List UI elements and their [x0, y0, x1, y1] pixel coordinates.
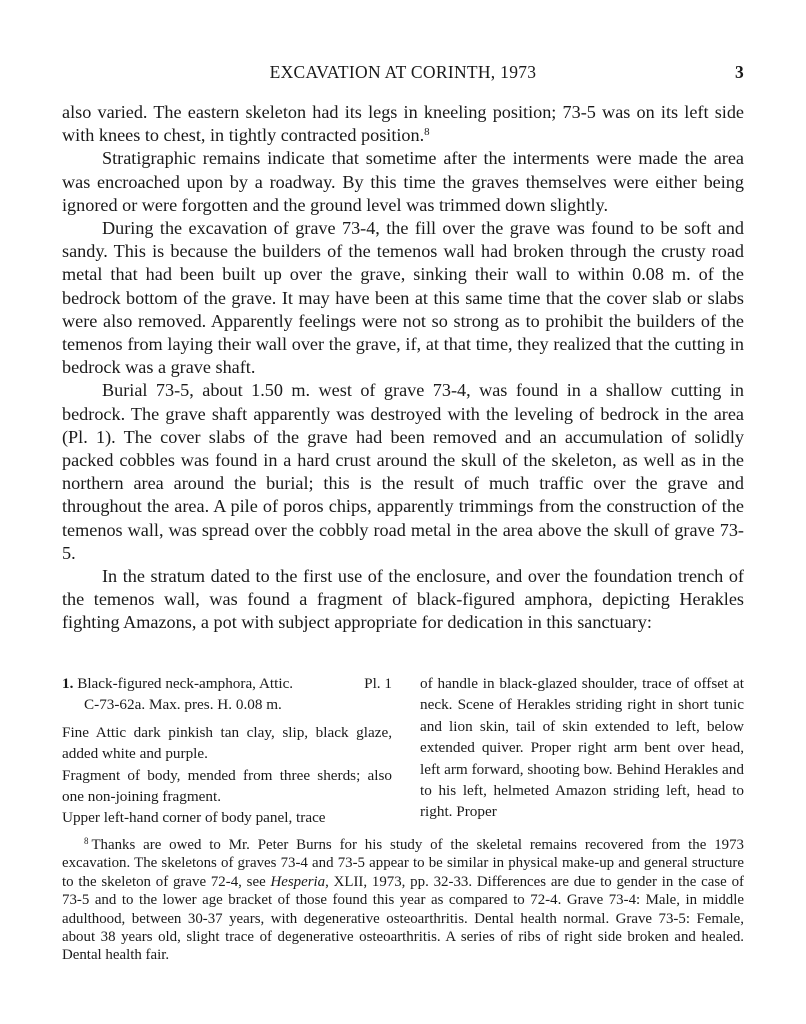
paragraph-5: In the stratum dated to the first use of the enclosure, and over the foundation trench of the temenos wall, was found a fragment of black-figured amphora, depicting Herakles fighting Amazons, a pot with subject appropriate for dedication in this sanctuary: — [62, 566, 744, 633]
footnote-reference: 8 — [424, 126, 430, 139]
catalogue-left-column — [62, 673, 392, 829]
main-text — [62, 101, 744, 635]
catalogue-accession: C-73-62a. Max. pres. H. 0.08 m. — [84, 696, 282, 714]
catalogue-clay: Fine Attic dark pinkish tan clay, slip, black glaze, added white and purple. — [62, 723, 392, 763]
footnote-text-a: Thanks are owed to Mr. Peter Burns for his study of the skeletal remains recovered from the 1973 excavation. The skeletons of graves 73-4 and 73-5 appear to be similar in physical make-up and general structure to the skeleton of grave 72-4, see — [62, 837, 744, 890]
page-number: 3 — [734, 62, 744, 82]
catalogue-right-column — [420, 673, 744, 823]
paragraph-2: Stratigraphic remains indicate that sometime after the interments were made the area was encroached upon by a roadway. By this time the graves themselves were either being ignored or were forgotten and the ground level was trimmed down slightly. — [62, 148, 744, 215]
catalogue-fragment: Fragment of body, mended from three sherds; also one non-joining fragment. — [62, 766, 392, 806]
footnote-journal: Hesperia — [270, 873, 326, 890]
catalogue-plate: Pl. 1 — [364, 675, 392, 692]
running-title: EXCAVATION AT CORINTH, 1973 — [269, 62, 537, 82]
catalogue-title: Black-figured neck-amphora, Attic. — [77, 675, 294, 692]
catalogue-number: 1. — [62, 675, 74, 692]
footnote-marker: 8 — [84, 836, 89, 847]
paragraph-1 — [62, 101, 744, 147]
running-header — [62, 60, 744, 84]
footnote-text-b: , XLII, 1973, pp. 32-33. Differences are due to gender in the case of 73-5 and to the lower age bracket of those found this year as compared to 72-4. Grave 73-4: Male, in middle adulthood, between 30-37 years, with degenerative osteoarthritis. Dental health normal. Grave 73-5: Female, about 38 years old, slight trace of degenerative osteoarthritis. A series of ribs of right side broken and healed. Dental health fair. — [62, 873, 744, 964]
paragraph-4: Burial 73-5, about 1.50 m. west of grave 73-4, was found in a shallow cutting in bedrock. The grave shaft apparently was destroyed with the leveling of bedrock in the area (Pl. 1). The cover slabs of the grave had been removed and an accumulation of solidly packed cobbles was found in a hard crust around the skull of the skeleton, as well as in the northern area around the burial; this is the result of much traffic over the grave and throughout the area. A pile of poros chips, apparently trimmings from the construction of the temenos wall, was spread over the cobbly road metal in the area above the skull of grave 73-5. — [62, 380, 744, 563]
paragraph-1-text: also varied. The eastern skeleton had its legs in kneeling position; 73-5 was on its left side with knees to chest, in tightly contracted position. — [62, 102, 744, 146]
footnote-8 — [62, 836, 744, 965]
catalogue-description-continued: of handle in black-glazed shoulder, trace of offset at neck. Scene of Herakles striding right in short tunic and lion skin, tail of skin extended to left, below extended quiver. Proper right arm bent over head, left arm forward, shooting bow. Behind Herakles and to his left, helmeted Amazon striding left, head to right. Proper — [420, 675, 744, 821]
catalogue-heading — [62, 673, 392, 694]
footnote — [62, 836, 744, 965]
paragraph-3: During the excavation of grave 73-4, the fill over the grave was found to be soft and sandy. This is because the builders of the temenos wall had broken through the crusty road metal that had been built up over the grave, sinking their wall to within 0.08 m. of the bedrock bottom of the grave. It may have been at this same time that the cover slab or slabs were also removed. Apparently feelings were not so strong as to prohibit the builders of the temenos from laying their wall over the grave, if, at that time, they realized that the cutting in bedrock was a grave shaft. — [62, 218, 744, 378]
catalogue-description-start: Upper left-hand corner of body panel, trace — [62, 809, 326, 827]
